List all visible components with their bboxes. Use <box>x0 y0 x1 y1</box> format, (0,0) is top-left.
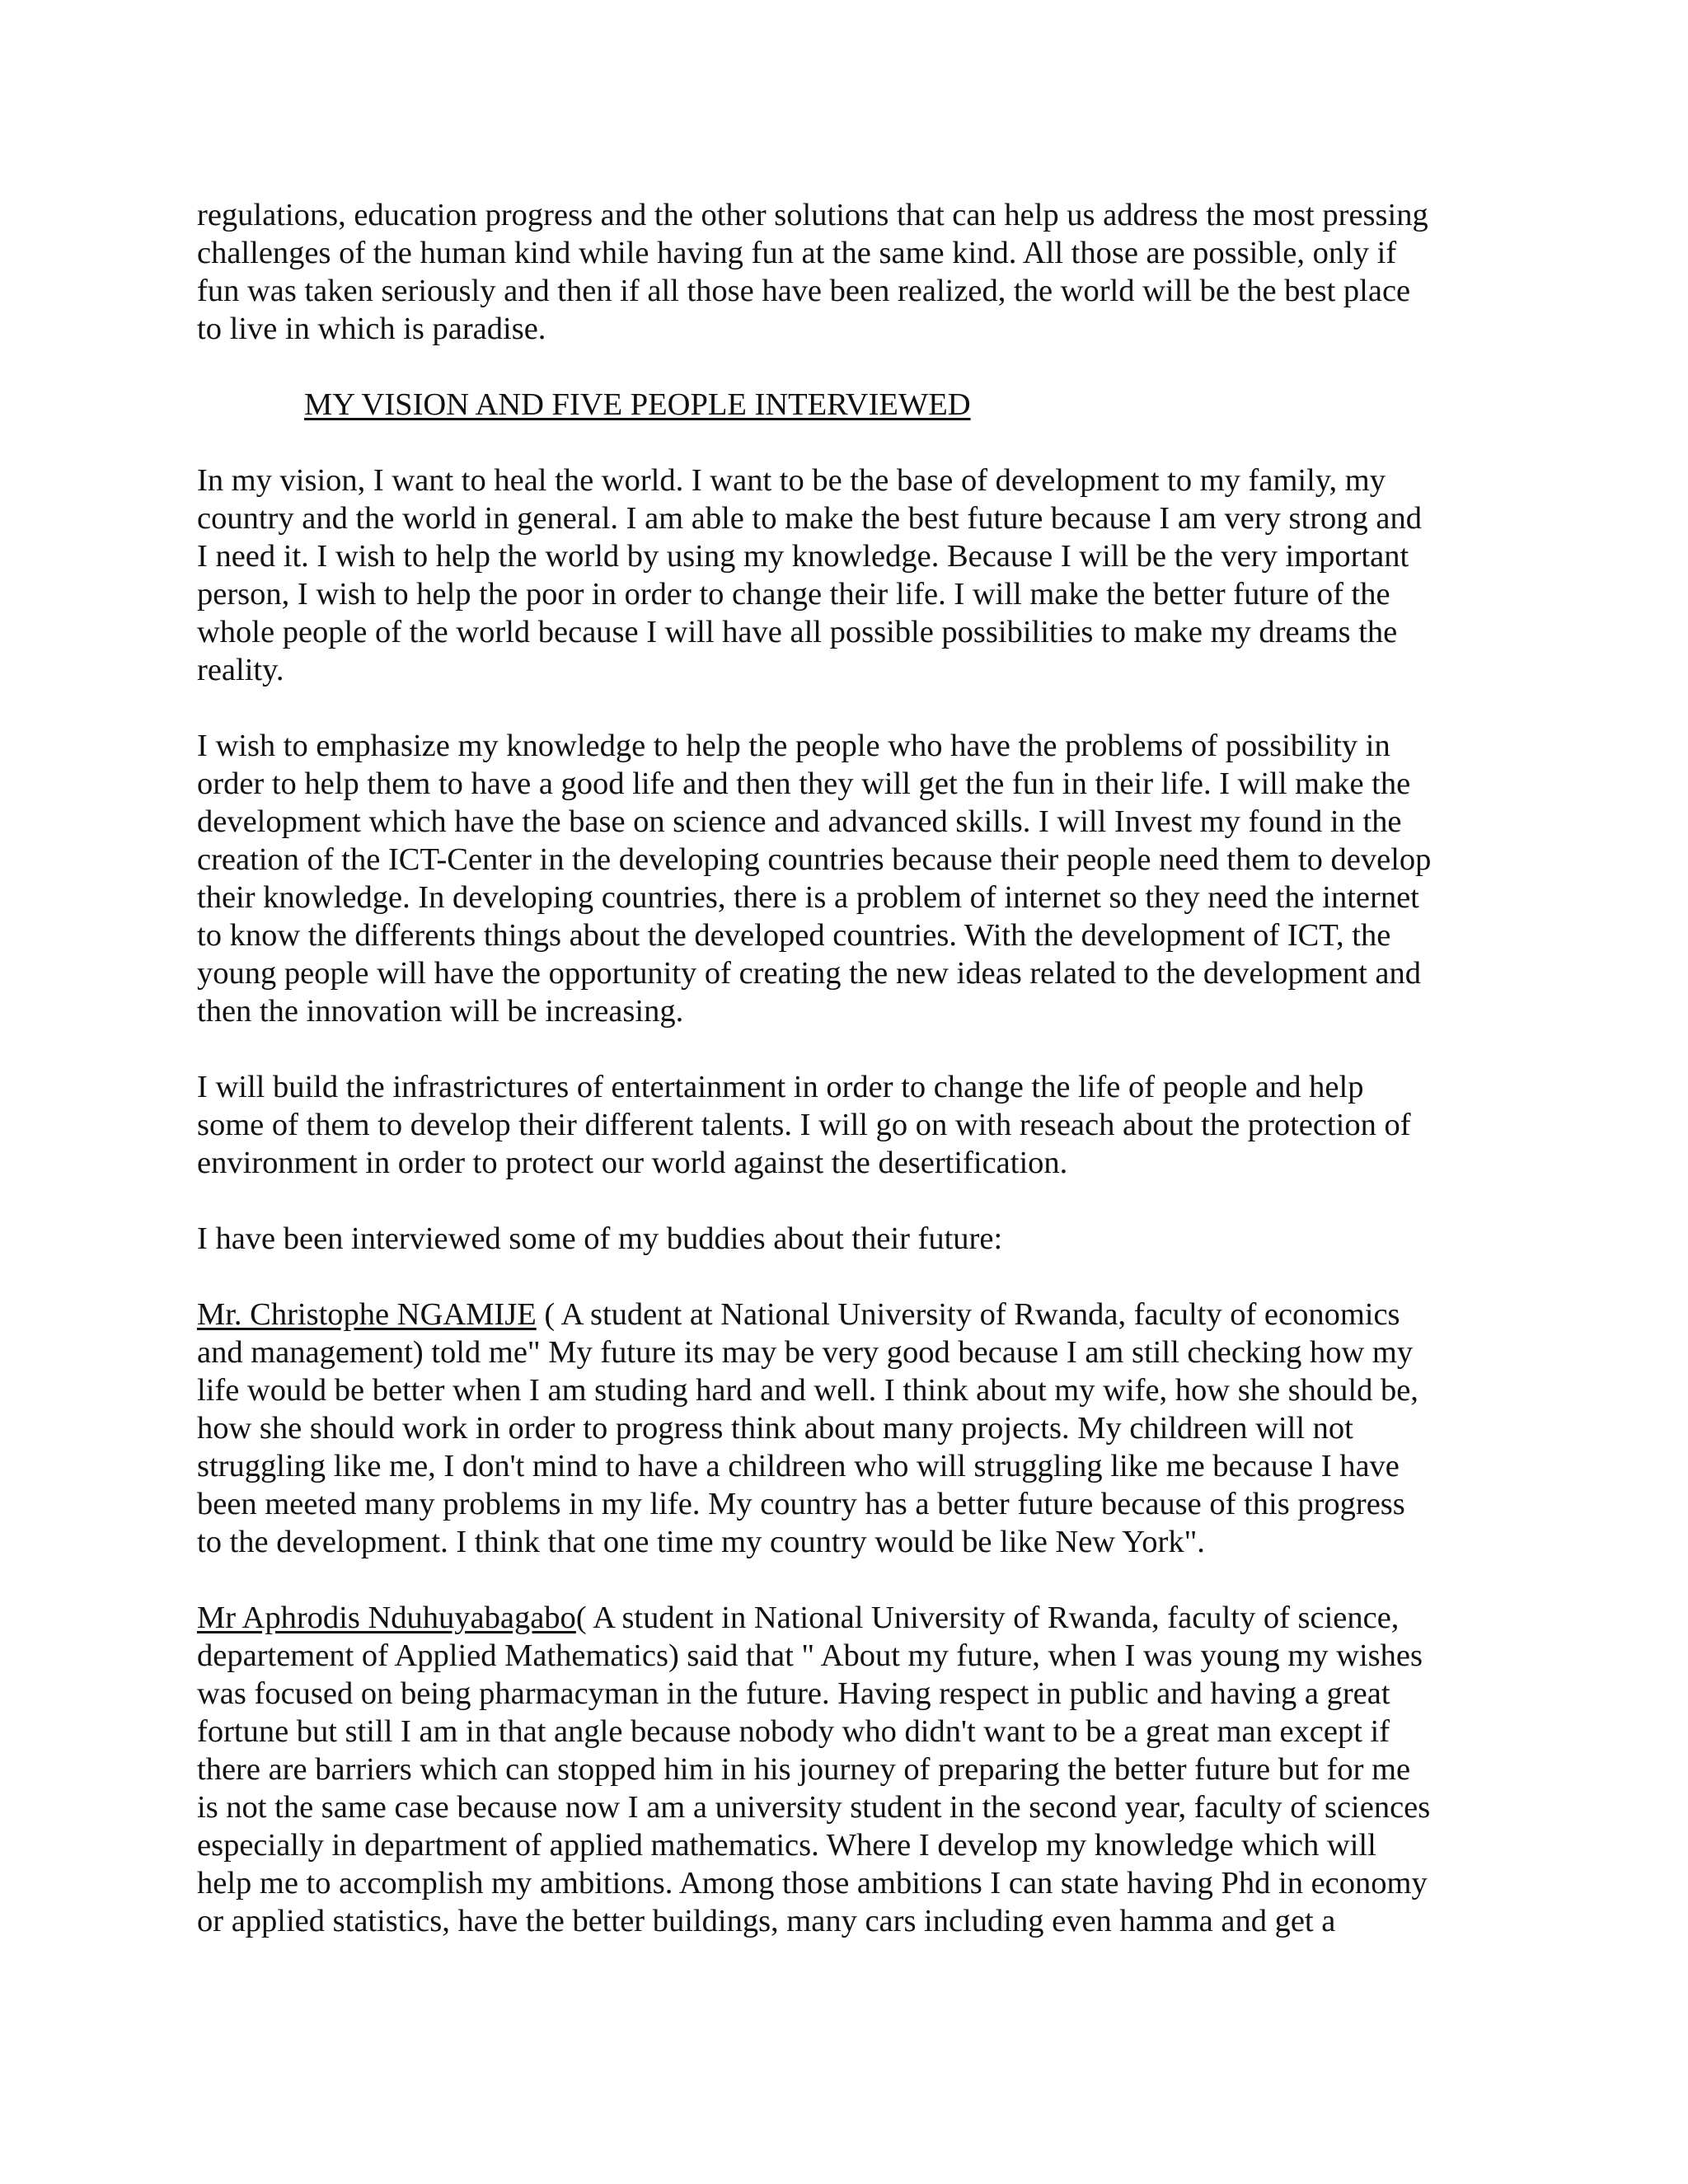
text-line: In my vision, I want to heal the world. I want to be the base of development to my family, my <box>197 463 1386 498</box>
text-line: been meeted many problems in my life. My country has a better future because of this progress <box>197 1487 1405 1521</box>
text-line: I wish to emphasize my knowledge to help the people who have the problems of possibility in <box>197 729 1390 763</box>
paragraph-interview-nduhuyabagabo <box>197 1599 1491 1940</box>
section-heading: MY VISION AND FIVE PEOPLE INTERVIEWED <box>304 387 971 422</box>
text-line: was focused on being pharmacyman in the future. Having respect in public and having a great <box>197 1676 1390 1711</box>
text-line: challenges of the human kind while having fun at the same kind. All those are possible, only if <box>197 236 1397 270</box>
text-line: there are barriers which can stopped him in his journey of preparing the better future but for me <box>197 1752 1411 1787</box>
text-line: environment in order to protect our world against the desertification. <box>197 1146 1068 1180</box>
text-line: help me to accomplish my ambitions. Among those ambitions I can state having Phd in economy <box>197 1866 1428 1900</box>
paragraph-knowledge <box>197 727 1491 1030</box>
text-line <box>197 1296 1491 1333</box>
text-line: I need it. I wish to help the world by using my knowledge. Because I will be the very important <box>197 539 1409 574</box>
text-line: I will build the infrastrictures of entertainment in order to change the life of people and help <box>197 1070 1364 1104</box>
text-line: their knowledge. In developing countries, there is a problem of internet so they need the internet <box>197 880 1419 915</box>
text-line: life would be better when I am studing hard and well. I think about my wife, how she should be, <box>197 1373 1418 1408</box>
text-line: I have been interviewed some of my buddies about their future: <box>197 1221 1003 1256</box>
text-line: creation of the ICT-Center in the developing countries because their people need them to develop <box>197 842 1432 877</box>
text-line: whole people of the world because I will have all possible possibilities to make my dreams the <box>197 615 1398 649</box>
document-body <box>197 196 1491 1978</box>
text-line: country and the world in general. I am able to make the best future because I am very strong and <box>197 501 1422 536</box>
text-line: young people will have the opportunity of creating the new ideas related to the development and <box>197 956 1421 991</box>
text-fragment: ( A student in National University of Rwanda, faculty of science, <box>575 1601 1400 1635</box>
text-line: struggling like me, I don't mind to have a childreen who will struggling like me because I have <box>197 1449 1400 1483</box>
text-line: how she should work in order to progress think about many projects. My childreen will not <box>197 1411 1353 1446</box>
text-line: or applied statistics, have the better buildings, many cars including even hamma and get a <box>197 1904 1336 1938</box>
text-line: is not the same case because now I am a university student in the second year, faculty of sciences <box>197 1790 1431 1825</box>
interviewee-name: Mr Aphrodis Nduhuyabagabo <box>197 1601 576 1635</box>
text-line <box>197 1599 1491 1637</box>
text-line: especially in department of applied mathematics. Where I develop my knowledge which will <box>197 1828 1376 1863</box>
text-line: and management) told me" My future its may be very good because I am still checking how my <box>197 1335 1414 1370</box>
text-line: reality. <box>197 653 284 687</box>
paragraph-infrastructure <box>197 1068 1491 1182</box>
paragraph-interview-intro <box>197 1220 1491 1258</box>
text-line: fortune but still I am in that angle because nobody who didn't want to be a great man except if <box>197 1714 1390 1749</box>
text-line: to know the differents things about the developed countries. With the development of ICT, the <box>197 918 1391 953</box>
text-line: regulations, education progress and the other solutions that can help us address the most pressing <box>197 198 1428 232</box>
text-line: development which have the base on science and advanced skills. I will Invest my found in the <box>197 804 1402 839</box>
text-line: fun was taken seriously and then if all those have been realized, the world will be the best place <box>197 274 1411 308</box>
text-line: to live in which is paradise. <box>197 312 546 346</box>
paragraph-interview-ngamije <box>197 1296 1491 1561</box>
text-line: order to help them to have a good life and then they will get the fun in their life. I will make the <box>197 766 1411 801</box>
text-line: person, I wish to help the poor in order to change their life. I will make the better future of the <box>197 577 1390 612</box>
text-line: departement of Applied Mathematics) said that " About my future, when I was young my wishes <box>197 1638 1423 1673</box>
paragraph-vision <box>197 462 1491 689</box>
text-line: to the development. I think that one time my country would be like New York". <box>197 1525 1205 1559</box>
text-fragment: ( A student at National University of Rwanda, faculty of economics <box>536 1297 1400 1332</box>
paragraph-intro <box>197 196 1491 348</box>
interviewee-name: Mr. Christophe NGAMIJE <box>197 1297 537 1332</box>
text-line: some of them to develop their different talents. I will go on with reseach about the protection of <box>197 1108 1411 1142</box>
text-line: then the innovation will be increasing. <box>197 994 684 1029</box>
